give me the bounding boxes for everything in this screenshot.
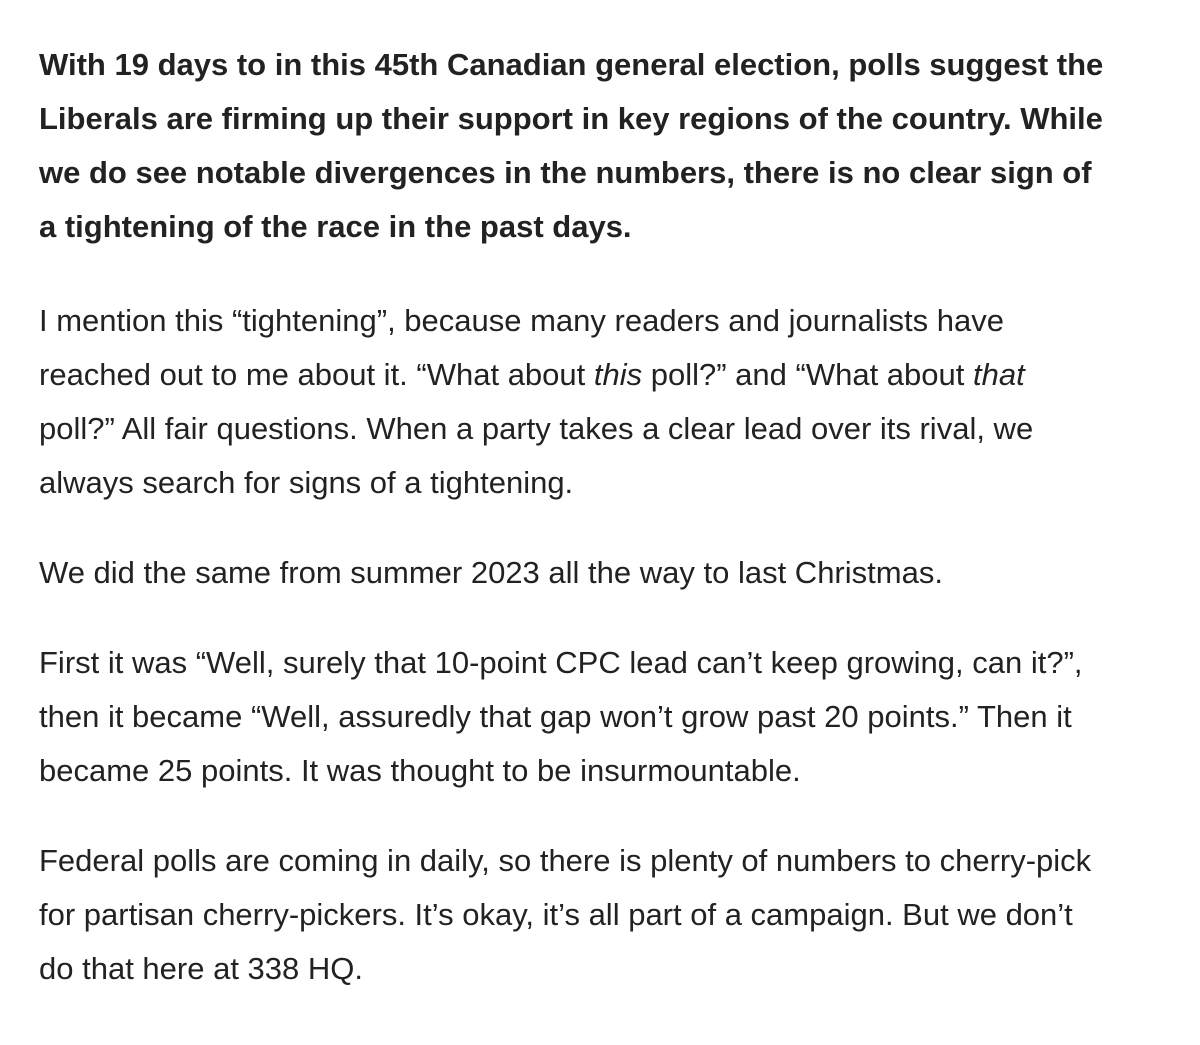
paragraph-federal-polls [39,834,1189,996]
text-line: then it became “Well, assuredly that gap won’t grow past 20 points.” Then it [39,699,1072,734]
text-run: reached out to me about it. “What about [39,357,594,392]
paragraph-tightening [39,294,1189,510]
lead-paragraph [39,38,1189,254]
emphasis-text: this [593,357,643,392]
text-run: poll?” and “What about [642,357,973,392]
paragraph-summer-2023 [39,546,1189,600]
text-line: a tightening of the race in the past days. [39,209,632,244]
text-line: We did the same from summer 2023 all the way to last Christmas. [39,555,943,590]
text-line: With 19 days to in this 45th Canadian general election, polls suggest the [39,47,1104,82]
text-line: I mention this “tightening”, because many readers and journalists have [39,303,1004,338]
text-line: do that here at 338 HQ. [39,951,363,986]
article-body [39,38,1189,996]
text-line: always search for signs of a tightening. [39,465,574,500]
paragraph-cpc-lead [39,636,1189,798]
text-line: we do see notable divergences in the numbers, there is no clear sign of [39,155,1092,190]
text-line [39,348,1189,402]
text-line: Liberals are firming up their support in key regions of the country. While [39,101,1103,136]
emphasis-text: that [973,357,1025,392]
text-line: First it was “Well, surely that 10-point CPC lead can’t keep growing, can it?”, [39,645,1083,680]
text-line: for partisan cherry-pickers. It’s okay, it’s all part of a campaign. But we don’t [39,897,1073,932]
text-line: became 25 points. It was thought to be insurmountable. [39,753,801,788]
text-line: poll?” All fair questions. When a party takes a clear lead over its rival, we [39,411,1034,446]
text-line: Federal polls are coming in daily, so there is plenty of numbers to cherry-pick [39,843,1092,878]
